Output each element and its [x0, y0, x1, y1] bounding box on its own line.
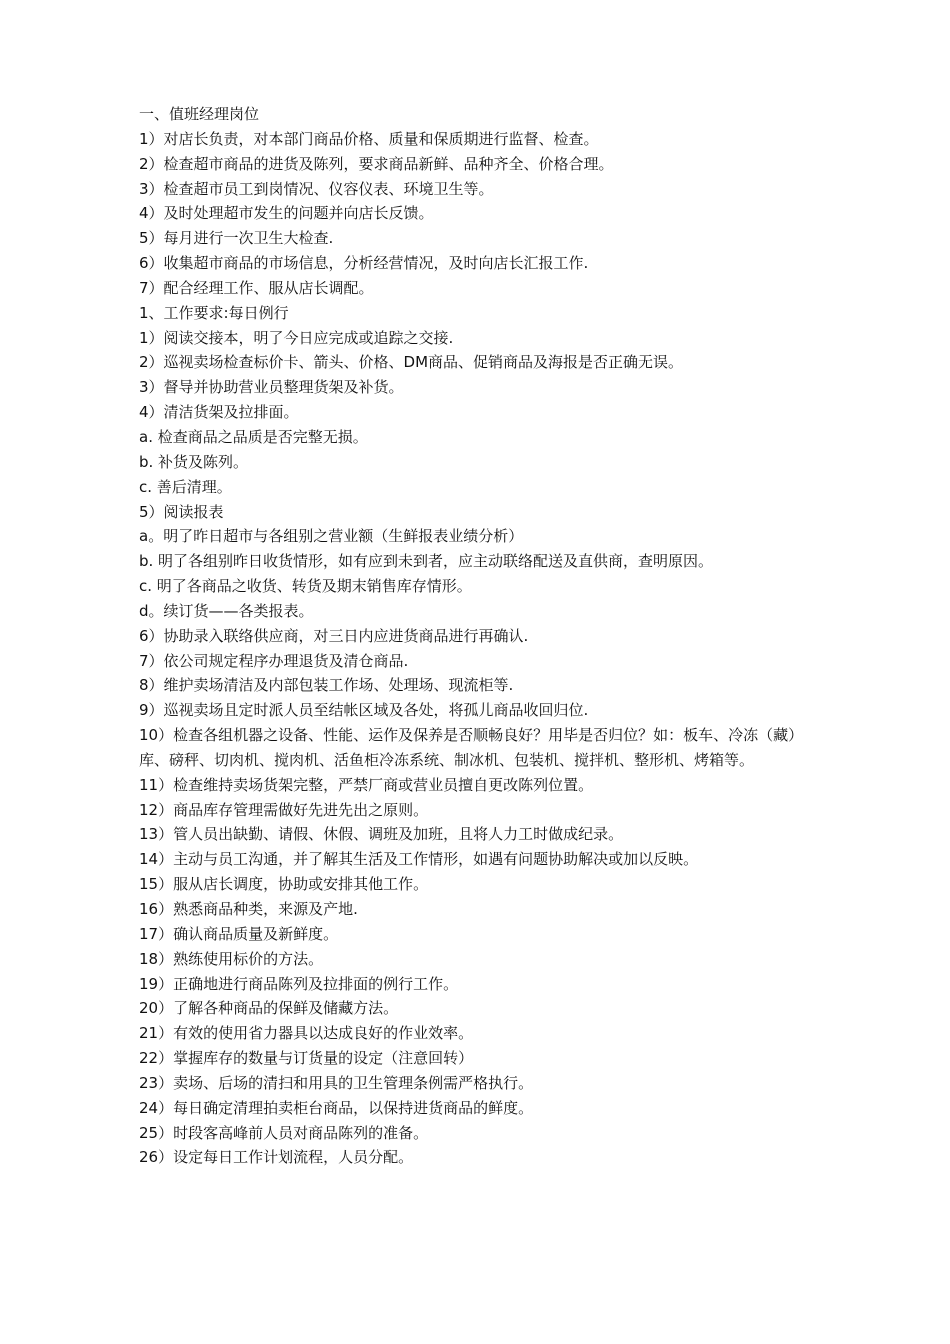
list-item: 4）清洁货架及拉排面。 — [139, 403, 299, 422]
sub-list-item: a. 检查商品之品质是否完整无损。 — [139, 427, 368, 446]
list-item: 23）卖场、后场的清扫和用具的卫生管理条例需严格执行。 — [139, 1073, 534, 1092]
sub-list-item: c. 善后清理。 — [139, 477, 232, 496]
sub-list-item: d。续订货——各类报表。 — [139, 601, 314, 620]
list-item: 8）维护卖场清洁及内部包装工作场、处理场、现流柜等. — [139, 676, 514, 695]
sub-list-item: b. 明了各组别昨日收货情形，如有应到未到者，应主动联络配送及直供商，查明原因。 — [139, 552, 714, 571]
list-item-multiline: 10）检查各组机器之设备、性能、运作及保养是否顺畅良好？用毕是否归位？如：板车、冷冻（藏）库、磅秤、切肉机、搅肉机、活鱼柜冷冻系统、制冰机、包装机、搅拌机、整形机、烤箱等。 — [139, 726, 804, 769]
list-item: 7）依公司规定程序办理退货及清仓商品. — [139, 651, 409, 670]
list-item: 19）正确地进行商品陈列及拉排面的例行工作。 — [139, 974, 459, 993]
list-item: 1）阅读交接本，明了今日应完成或追踪之交接. — [139, 328, 454, 347]
list-item: 21）有效的使用省力器具以达成良好的作业效率。 — [139, 1024, 474, 1043]
list-item: 9）巡视卖场且定时派人员至结帐区域及各处，将孤儿商品收回归位. — [139, 701, 589, 720]
list-item: 3）检查超市员工到岗情况、仪容仪表、环境卫生等。 — [139, 179, 494, 198]
subsection-heading: 1、工作要求:每日例行 — [139, 303, 289, 322]
list-item: 16）熟悉商品种类，来源及产地. — [139, 900, 358, 918]
list-item: 3）督导并协助营业员整理货架及补货。 — [139, 378, 404, 397]
list-item: 1）对店长负责，对本部门商品价格、质量和保质期进行监督、检查。 — [139, 129, 599, 148]
sub-list-item: c. 明了各商品之收货、转货及期末销售库存情形。 — [139, 577, 472, 596]
list-item: 25）时段客高峰前人员对商品陈列的准备。 — [139, 1123, 429, 1142]
list-item: 24）每日确定清理拍卖柜台商品，以保持进货商品的鲜度。 — [139, 1098, 534, 1117]
section-heading: 一、值班经理岗位 — [139, 105, 260, 123]
list-item: 2）巡视卖场检查标价卡、箭头、价格、DM商品、促销商品及海报是否正确无误。 — [139, 353, 684, 372]
list-item: 7）配合经理工作、服从店长调配。 — [139, 278, 374, 297]
sub-list-item: a。明了昨日超市与各组别之营业额（生鲜报表业绩分析） — [139, 527, 524, 546]
list-item: 5）每月进行一次卫生大检查. — [139, 229, 334, 248]
list-item: 17）确认商品质量及新鲜度。 — [139, 924, 339, 943]
list-item: 26）设定每日工作计划流程，人员分配。 — [139, 1148, 414, 1167]
sub-list-item: b. 补货及陈列。 — [139, 452, 249, 471]
list-item: 12）商品库存管理需做好先进先出之原则。 — [139, 800, 429, 819]
list-item: 6）协助录入联络供应商，对三日内应进货商品进行再确认. — [139, 626, 529, 645]
document-body — [139, 102, 819, 1170]
list-item: 18）熟练使用标价的方法。 — [139, 949, 324, 968]
list-item: 2）检查超市商品的进货及陈列，要求商品新鲜、品种齐全、价格合理。 — [139, 154, 614, 173]
list-item: 11）检查维持卖场货架完整，严禁厂商或营业员擅自更改陈列位置。 — [139, 775, 594, 794]
list-item: 15）服从店长调度，协助或安排其他工作。 — [139, 875, 429, 894]
list-item: 22）掌握库存的数量与订货量的设定（注意回转） — [139, 1049, 474, 1068]
list-item: 5）阅读报表 — [139, 502, 224, 521]
list-item: 13）管人员出缺勤、请假、休假、调班及加班，且将人力工时做成纪录。 — [139, 825, 624, 844]
list-item: 4）及时处理超市发生的问题并向店长反馈。 — [139, 204, 434, 223]
list-item: 14）主动与员工沟通，并了解其生活及工作情形，如遇有问题协助解决或加以反映。 — [139, 850, 699, 869]
list-item: 20）了解各种商品的保鲜及储藏方法。 — [139, 999, 399, 1018]
list-item: 6）收集超市商品的市场信息，分析经营情况，及时向店长汇报工作. — [139, 254, 589, 273]
